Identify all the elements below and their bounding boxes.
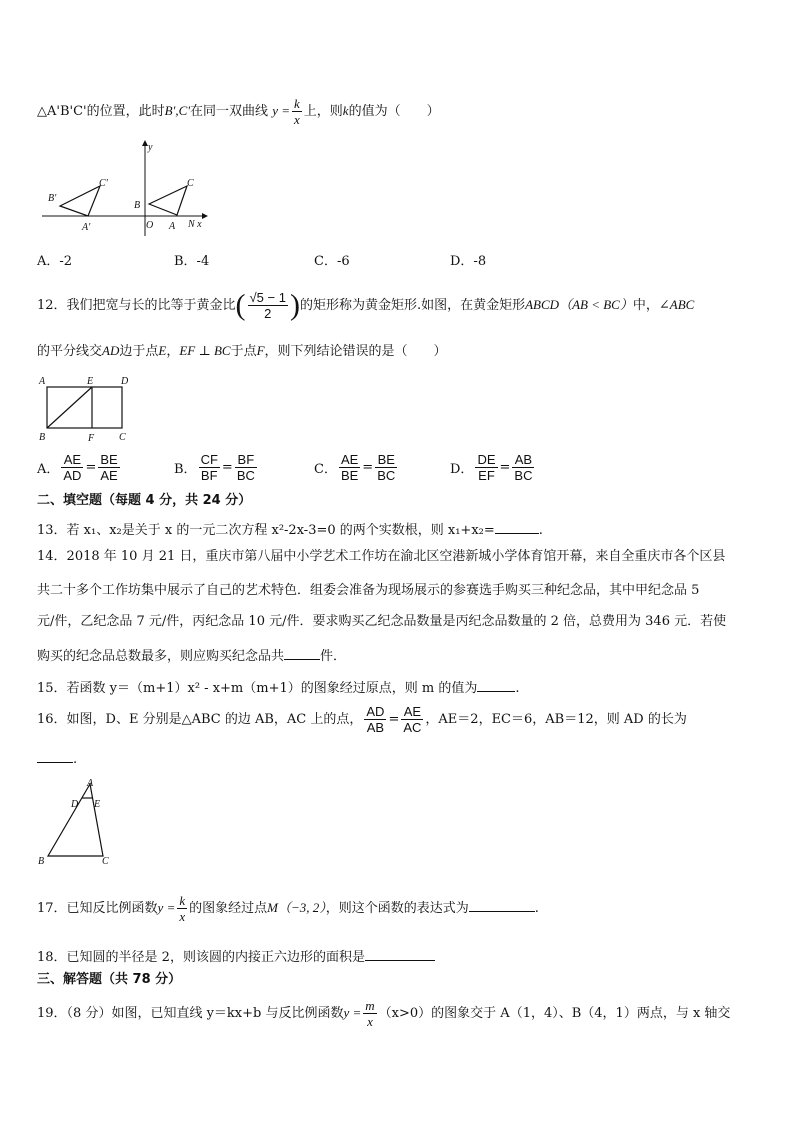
q11-label-ap: A' <box>82 222 91 233</box>
q12-c-lnum: AE <box>340 452 359 467</box>
q11-option-d[interactable]: D．-8 <box>450 254 487 269</box>
q11-option-c[interactable]: C．-6 <box>314 254 350 269</box>
q12-a-lnum: AE <box>61 452 83 468</box>
q11-label-y: y <box>148 142 153 153</box>
q12-option-a[interactable] <box>37 452 122 483</box>
q11-label-b: B <box>134 200 141 211</box>
q19-fraction-m-over-x <box>363 998 376 1029</box>
q11-fraction-k-over-x <box>292 96 302 127</box>
q12-d-rnum: AB <box>512 452 534 468</box>
q12-perp: EF ⊥ BC <box>179 343 231 358</box>
q12-option-b[interactable] <box>174 452 259 483</box>
q15 <box>37 677 758 698</box>
q16-text-b: ，AE＝2，EC＝6，AB＝12，则 AD 的长为 <box>425 712 687 727</box>
q12-condition: （AB < BC） <box>559 297 633 312</box>
q12-label-f: F <box>88 433 95 444</box>
q12-b-lnum: CF <box>200 452 218 467</box>
q11-frac-num: k <box>294 96 300 111</box>
q11-points-bc: B',C' <box>164 103 191 118</box>
q14-line4 <box>37 645 758 666</box>
q17-end: . <box>534 901 539 916</box>
q12-angle: ∠ABC <box>658 297 695 312</box>
q19-text-b: （x>0）的图象交于 A（1，4）、B（4，1）两点，与 x 轴交 <box>378 1006 731 1021</box>
q11-y-eq: y = <box>272 103 290 118</box>
q12-label-d: D <box>121 376 129 387</box>
q12-d-lden: EF <box>478 468 495 483</box>
q16-label-d: D <box>71 799 79 810</box>
q12-option-b-eq: = <box>221 460 233 475</box>
q12-a-lden: AD <box>63 468 82 483</box>
q12-text-d: 的平分线交 <box>37 344 103 359</box>
q17-text-c: ，则这个函数的表达式为 <box>325 901 469 916</box>
q12-option-c-lfrac <box>339 452 360 483</box>
q17-frac-den: x <box>179 909 186 924</box>
q12-ratio-num: √5 − 1 <box>249 290 286 305</box>
q12-option-b-lfrac <box>199 452 220 483</box>
q12-figure <box>36 372 136 444</box>
q13-end: . <box>538 523 543 538</box>
q12-b-lden: BF <box>200 468 218 483</box>
q16-f1-num: AD <box>366 704 385 719</box>
q11-label-c: C <box>187 178 194 189</box>
q12-option-d-label: D． <box>450 462 474 477</box>
q14-text: 购买的纪念品总数最多，则应购买纪念品共 <box>37 649 285 664</box>
q12-option-d-lfrac <box>475 452 497 483</box>
section-fill-blank-heading: 二、填空题（每题 4 分，共 24 分） <box>37 493 252 508</box>
q18-text: 18．已知圆的半径是 2，则该圆的内接正六边形的面积是 <box>37 950 365 965</box>
q16-figure <box>36 776 116 868</box>
q16-f2-den: AC <box>403 720 422 735</box>
q13 <box>37 519 758 540</box>
q12-a-rnum: BE <box>100 452 118 467</box>
q16-f1-den: AB <box>366 720 385 735</box>
q16-label-c: C <box>102 856 109 867</box>
q11-figure <box>42 138 212 238</box>
q18-answer-blank[interactable] <box>365 946 435 961</box>
q12-text-h: ，则下列结论错误的是（ ） <box>264 344 447 359</box>
q11-triangle-prime <box>60 186 100 216</box>
q16-f2-num: AE <box>401 704 423 720</box>
q12-option-c[interactable] <box>314 452 399 483</box>
q12-text-e: 边于点 <box>119 344 159 359</box>
q19-y-eq: y = <box>343 1005 362 1020</box>
q12-d-lnum: DE <box>477 452 496 467</box>
q12-b-rden: BC <box>236 468 255 483</box>
q16-line1 <box>37 702 758 738</box>
q12-line2 <box>37 342 758 361</box>
q11-option-b[interactable]: B．-4 <box>174 254 210 269</box>
q15-text: 15．若函数 y＝（m+1）x² - x+m（m+1）的图象经过原点，则 m 的值为 <box>37 681 478 696</box>
q12-paren-left: ( <box>235 288 246 322</box>
q12-ad: AD <box>102 343 120 358</box>
q12-line1 <box>37 285 758 325</box>
q12-d-rden: BC <box>514 468 533 483</box>
q14-line2: 共二十多个工作坊集中展示了自己的艺术特色．组委会准备为现场展示的参赛选手购买三种纪念品，其中甲纪念品 5 <box>37 583 700 598</box>
q17-text-a: 17．已知反比例函数 <box>37 901 158 916</box>
q15-answer-blank[interactable] <box>477 677 515 692</box>
q12-label-e: E <box>87 376 94 387</box>
q11-label-bp: B' <box>48 193 57 204</box>
q16-eq: = <box>388 712 400 727</box>
q12-label-a: A <box>39 376 46 387</box>
q12-option-b-label: B． <box>174 462 197 477</box>
q11-text-part1: △A'B'C'的位置，此时 <box>37 104 165 119</box>
q12-text-c: 中， <box>632 298 659 313</box>
q11-label-nx: N x <box>188 219 202 230</box>
q12-c-lden: BE <box>340 468 359 483</box>
q17-answer-blank[interactable] <box>469 897 535 912</box>
q14-answer-blank[interactable] <box>284 645 320 660</box>
q12-ratio-den: 2 <box>264 306 272 321</box>
q12-text-f: ， <box>166 344 180 359</box>
q12-golden-ratio <box>248 290 288 321</box>
q12-option-d-eq: = <box>499 460 511 475</box>
q11-label-o: O <box>146 220 154 231</box>
q11-frac-den: x <box>294 112 300 127</box>
q12-option-a-lfrac <box>61 452 83 483</box>
q17-y-eq: y = <box>157 900 176 915</box>
q11-text-part4: 的值为（ ） <box>348 104 440 119</box>
q17-frac-num: k <box>179 893 186 908</box>
section-solve-heading: 三、解答题（共 78 分） <box>37 972 182 987</box>
q19 <box>37 995 758 1031</box>
q12-a-rden: AE <box>100 468 118 483</box>
q17 <box>37 890 758 926</box>
q16-label-b: B <box>38 856 45 867</box>
q11-tail-text <box>37 96 758 127</box>
q16-line2 <box>37 748 758 769</box>
q16-frac-ad-ab <box>364 704 386 735</box>
q16-answer-blank[interactable] <box>37 748 73 763</box>
q17-fraction-k-over-x <box>177 893 187 924</box>
q12-c-rden: BC <box>377 468 396 483</box>
q16-label-a: A <box>87 778 94 789</box>
q11-label-a: A <box>169 221 176 232</box>
q15-end: . <box>515 681 520 696</box>
q16-label-e: E <box>94 799 101 810</box>
q12-bisector <box>47 387 92 428</box>
q14-line3: 元/件，乙纪念品 7 元/件，丙纪念品 10 元/件．要求购买乙纪念品数量是丙纪念品数量的 2 倍，总费用为 346 元．若使 <box>37 614 727 629</box>
q16-end: . <box>73 752 78 767</box>
q11-k-var: k <box>342 103 349 118</box>
q19-frac-den: x <box>367 1014 373 1029</box>
q12-point-e: E <box>158 343 167 358</box>
q12-text-g: 于点 <box>230 344 257 359</box>
q17-point-m: M（−3, 2） <box>267 900 326 915</box>
q19-frac-num: m <box>365 998 375 1013</box>
q12-label-c: C <box>119 432 126 443</box>
q12-option-d-rfrac <box>512 452 534 483</box>
q12-b-rnum: BF <box>235 452 257 468</box>
q18 <box>37 946 758 967</box>
q11-option-a[interactable]: A．-2 <box>37 254 73 269</box>
q12-text-b: 的矩形称为黄金矩形.如图，在黄金矩形 <box>299 298 526 313</box>
q16-triangle <box>48 784 103 856</box>
q14-line1: 14．2018 年 10 月 21 日，重庆市第八届中小学艺术工作坊在渝北区空港新城小学体育馆开幕，来自全重庆市各个区县 <box>37 549 726 564</box>
q12-label-b: B <box>39 432 46 443</box>
q19-text-a: 19．（8 分）如图，已知直线 y＝kx+b 与反比例函数 <box>37 1006 344 1021</box>
q17-text-b: 的图象经过点 <box>189 901 268 916</box>
q16-text-a: 16．如图，D、E 分别是△ABC 的边 AB，AC 上的点， <box>37 712 363 727</box>
q13-text: 13．若 x₁、x₂是关于 x 的一元二次方程 x²-2x-3=0 的两个实数根，则 x₁+x₂= <box>37 523 495 538</box>
q12-option-d[interactable] <box>450 452 536 483</box>
q12-option-a-label: A． <box>37 462 60 477</box>
q12-rect-name: ABCD <box>525 297 560 312</box>
q14-end: 件． <box>320 649 347 664</box>
q12-option-c-eq: = <box>362 460 374 475</box>
q16-frac-ae-ac <box>401 704 423 735</box>
q11-triangle <box>149 186 187 215</box>
q11-x-arrow <box>202 213 208 219</box>
q11-label-cp: C' <box>99 178 108 189</box>
q12-option-a-eq: = <box>85 460 97 475</box>
q12-option-a-rfrac <box>98 452 119 483</box>
q12-text-a: 12．我们把宽与长的比等于黄金比 <box>37 298 236 313</box>
q12-option-b-rfrac <box>235 452 257 483</box>
q11-text-part3: 上，则 <box>303 104 343 119</box>
q12-paren-right: ) <box>289 288 300 322</box>
q13-answer-blank[interactable] <box>495 519 539 534</box>
q12-option-c-rfrac <box>375 452 397 483</box>
q12-c-rnum: BE <box>375 452 397 468</box>
q12-point-f: F <box>256 343 265 358</box>
q11-text-part2: 在同一双曲线 <box>190 104 269 119</box>
q12-option-c-label: C． <box>314 462 337 477</box>
